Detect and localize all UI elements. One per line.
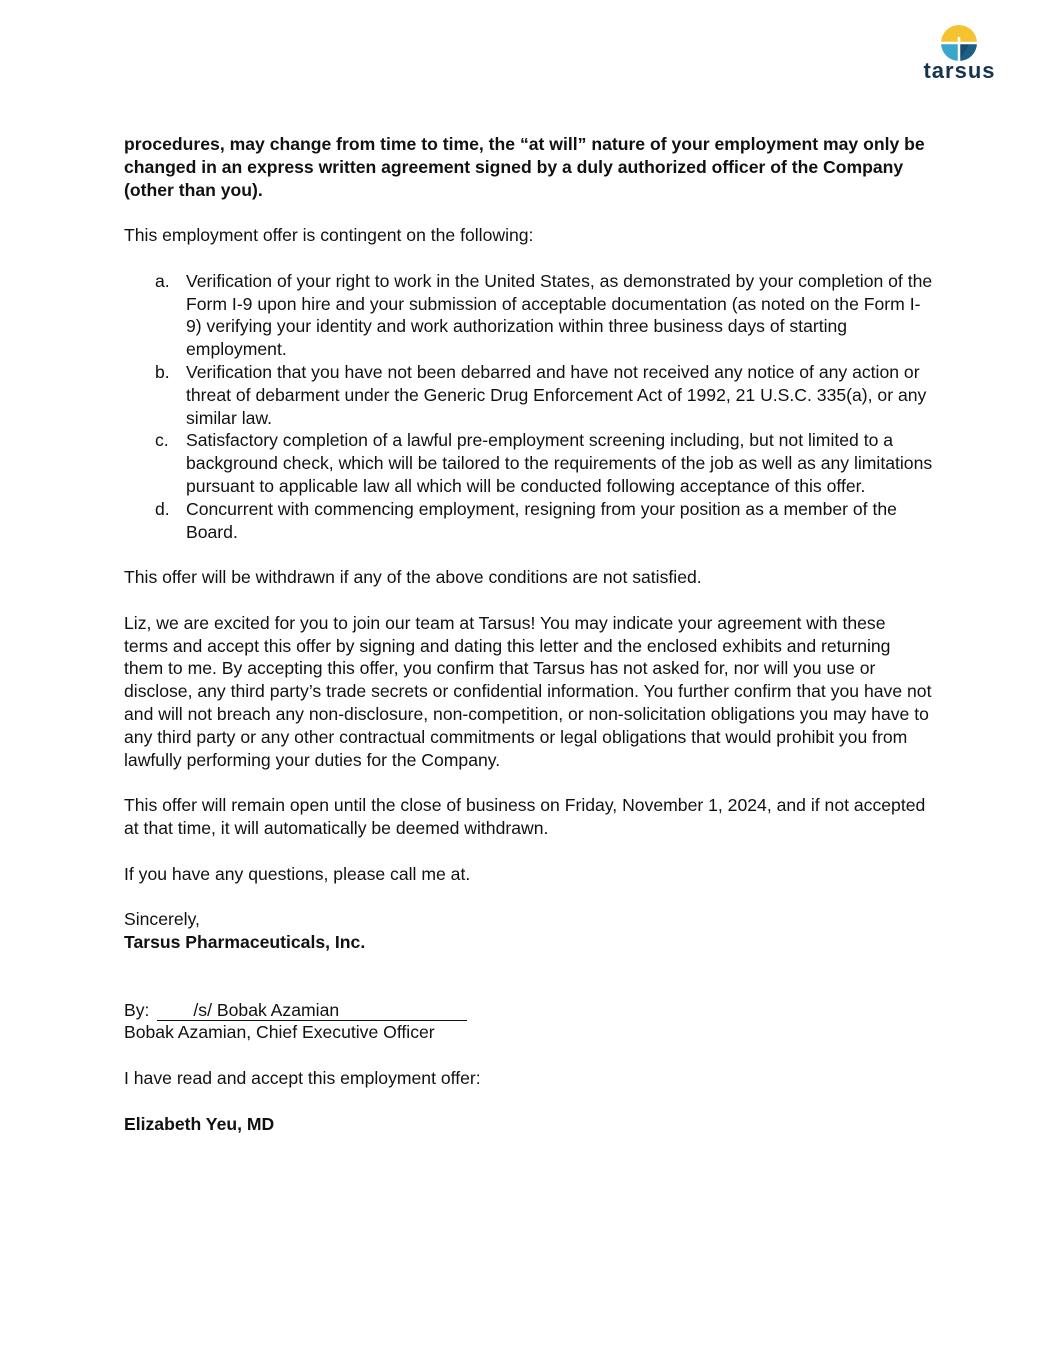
signature-block (124, 999, 934, 1022)
by-label: By: (124, 999, 150, 1020)
open-until-paragraph: This offer will remain open until the close of business on Friday, November 1, 2024, and if not accepted at that time, it will automatically be deemed withdrawn. (124, 795, 926, 838)
condition-item: b. Verification that you have not been debarred and have not received any notice of any action or threat of debarment under the Generic Drug Enforcement Act of 1992, 21 U.S.C. 335(a), or any similar law. (155, 361, 927, 428)
signer-name: Bobak Azamian, Chief Executive Officer (124, 1022, 435, 1043)
condition-item: a. Verification of your right to work in the United States, as demonstrated by your completion of the Form I-9 upon hire and your submission of acceptable documentation (as noted on the Form I-9) verifying your identity and work authorization within three business days of starting employment. (155, 270, 933, 360)
signature-line: /s/ Bobak Azamian (157, 1000, 467, 1021)
acceptance-paragraph: Liz, we are excited for you to join our team at Tarsus! You may indicate your agreement with these terms and accept this offer by signing and dating this letter and the enclosed exhibits and returning them to me. By accepting this offer, you confirm that Tarsus has not asked for, nor will you use or disclose, any third party’s trade secrets or confidential information. You further confirm that you have not and will not breach any non-disclosure, non-competition, or non-solicitation obligations you may have to any third party or any other contractual commitments or legal obligations that would prohibit you from lawfully performing your duties for the Company. (124, 612, 932, 770)
conditions-list (124, 270, 934, 544)
withdrawn-paragraph: This offer will be withdrawn if any of the above conditions are not satisfied. (124, 567, 702, 588)
recipient-name: Elizabeth Yeu, MD (124, 1113, 275, 1134)
letter-body (124, 133, 934, 1135)
contingent-intro: This employment offer is contingent on the following: (124, 225, 534, 246)
company-name: Tarsus Pharmaceuticals, Inc. (124, 931, 366, 952)
condition-item: d. Concurrent with commencing employment, resigning from your position as a member of the Board. (155, 498, 897, 542)
at-will-paragraph: procedures, may change from time to time, the “at will” nature of your employment may only be changed in an express written agreement signed by a duly authorized officer of the Company (other than you). (124, 134, 925, 200)
accept-statement: I have read and accept this employment offer: (124, 1068, 481, 1089)
closing: Sincerely, (124, 909, 200, 930)
logo-mark-icon (940, 24, 978, 62)
condition-item: c. Satisfactory completion of a lawful pre-employment screening including, but not limited to a background check, which will be tailored to the requirements of the job as well as any limitations pursuant to applicable law all which will be conducted following acceptance of this offer. (155, 430, 933, 496)
tarsus-logo: tarsus (912, 24, 1007, 86)
questions-paragraph: If you have any questions, please call me at. (124, 863, 471, 884)
